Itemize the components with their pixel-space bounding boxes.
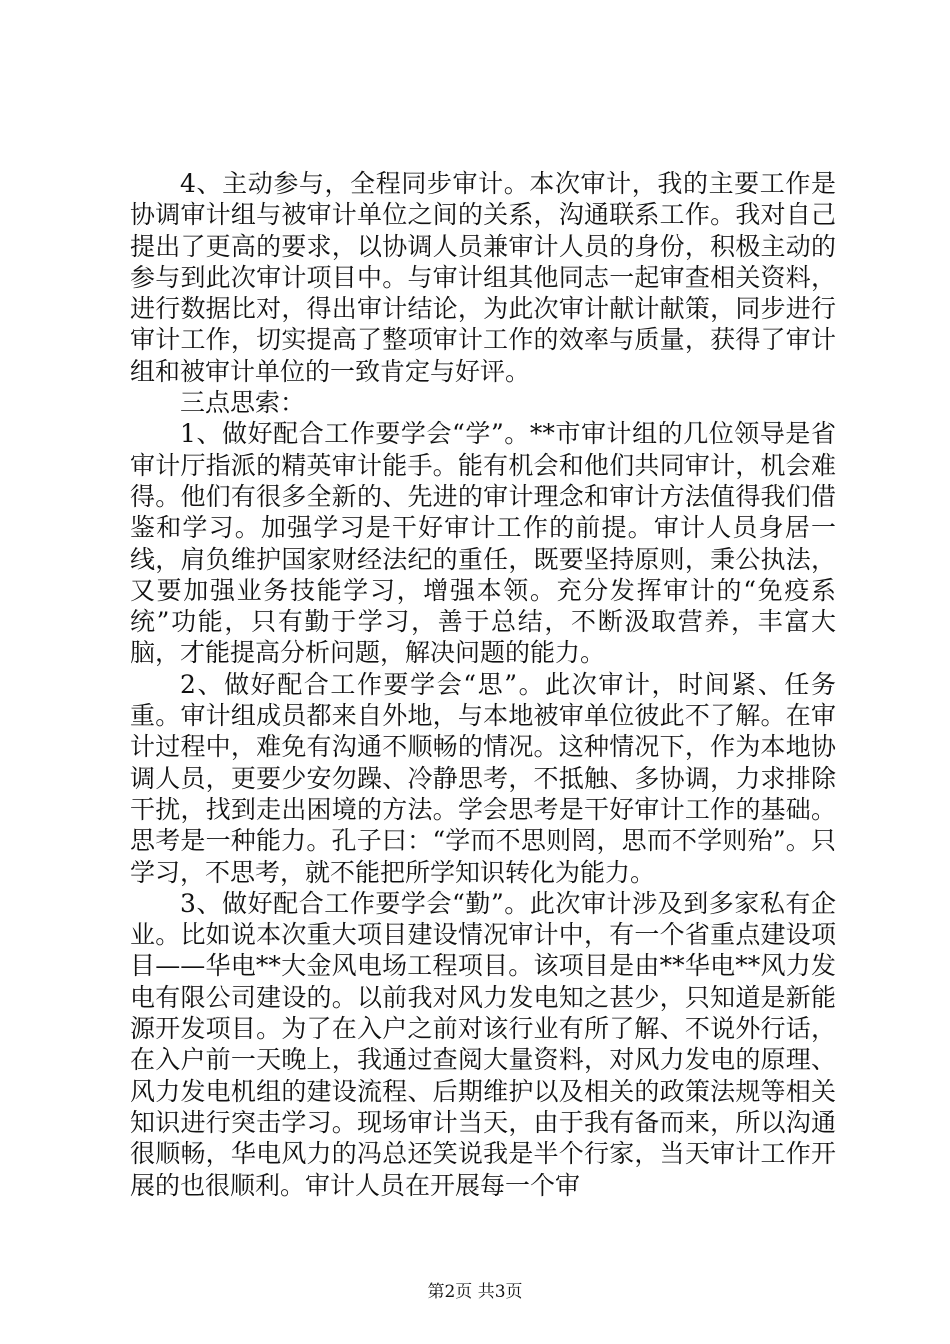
paragraph-reflection-3: 3、做好配合工作要学会“勤”。此次审计涉及到多家私有企业。比如说本次重大项目建设情况审计中，有一个省重点建设项目——华电**大金风电场工程项目。该项目是由**华电**风力发电有限公司建设的。以前我对风力发电知之甚少，只知道是新能源开发项目。为了在入户之前对该行业有所了解、不说外行话，在入户前一天晚上，我通过查阅大量资料，对风力发电的原理、风力发电机组的建设流程、后期维护以及相关的政策法规等相关知识进行突击学习。现场审计当天，由于我有备而来，所以沟通很顺畅，华电风力的冯总还笑说我是半个行家，当天审计工作开展的也很顺利。审计人员在开展每一个审	[130, 888, 836, 1200]
section-heading-three-reflections: 三点思索：	[180, 388, 306, 418]
paragraph-reflection-1: 1、做好配合工作要学会“学”。**市审计组的几位领导是省审计厅指派的精英审计能手。能有机会和他们共同审计，机会难得。他们有很多全新的、先进的审计理念和审计方法值得我们借鉴和学习。加强学习是干好审计工作的前提。审计人员身居一线，肩负维护国家财经法纪的重任，既要坚持原则，秉公执法，又要加强业务技能学习，增强本领。充分发挥审计的“免疫系统”功能，只有勤于学习，善于总结，不断汲取营养，丰富大脑，才能提高分析问题，解决问题的能力。	[130, 419, 836, 668]
paragraph-reflection-2: 2、做好配合工作要学会“思”。此次审计，时间紧、任务重。审计组成员都来自外地，与本地被审单位彼此不了解。在审计过程中，难免有沟通不顺畅的情况。这种情况下，作为本地协调人员，更要少安勿躁、冷静思考，不抵触、多协调，力求排除干扰，找到走出困境的方法。学会思考是干好审计工作的基础。思考是一种能力。孔子曰：“学而不思则罔，思而不学则殆”。只学习，不思考，就不能把所学知识转化为能力。	[130, 669, 836, 887]
page-footer	[0, 1281, 950, 1303]
paragraph-item-4: 4、主动参与，全程同步审计。本次审计，我的主要工作是协调审计组与被审计单位之间的关系，沟通联系工作。我对自己提出了更高的要求，以协调人员兼审计人员的身份，积极主动的参与到此次审计项目中。与审计组其他同志一起审查相关资料，进行数据比对，得出审计结论，为此次审计献计献策，同步进行审计工作，切实提高了整项审计工作的效率与质量，获得了审计组和被审计单位的一致肯定与好评。	[130, 169, 836, 386]
document-body	[130, 168, 836, 1201]
page-number-label: 第2页 共3页	[427, 1282, 523, 1302]
